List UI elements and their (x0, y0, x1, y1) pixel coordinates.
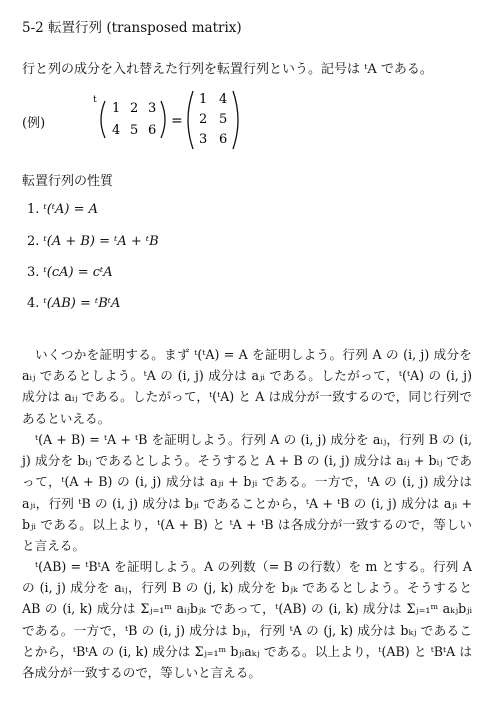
matrix-entry: 6 (219, 132, 228, 147)
property-number: 2. (27, 234, 40, 249)
property-formula: ᵗ(ᵗA) = A (43, 202, 99, 217)
left-matrix-entries (112, 101, 156, 138)
example-label: (例) (22, 116, 46, 131)
property-4 (27, 296, 120, 311)
matrix-entry: 1 (199, 92, 208, 107)
property-formula: ᵗ(A + B) = ᵗA + ᵗB (43, 234, 159, 249)
proof-paragraph-2 (22, 429, 472, 556)
property-1 (27, 202, 98, 217)
matrix-entry: 4 (219, 92, 228, 107)
transpose-mark: t (93, 95, 97, 105)
property-number: 3. (27, 265, 40, 280)
right-matrix-entries (199, 92, 227, 147)
right-matrix-close-paren (233, 91, 238, 149)
page-title: 5-2 転置行列 (transposed matrix) (22, 20, 242, 36)
property-number: 1. (27, 202, 40, 217)
matrix-entry: 2 (130, 101, 139, 116)
proof-paragraph-3 (22, 556, 472, 683)
intro-text: 行と列の成分を入れ替えた行列を転置行列という。記号は ᵗA である。 (22, 62, 433, 77)
property-3 (27, 265, 113, 280)
property-number: 4. (27, 296, 40, 311)
left-matrix-close-paren (161, 101, 165, 138)
properties-heading: 転置行列の性質 (22, 174, 114, 189)
example-matrix-equation (85, 88, 255, 152)
matrix-entry: 3 (148, 101, 157, 116)
left-matrix-open-paren (101, 101, 105, 138)
property-formula: ᵗ(AB) = ᵗBᵗA (43, 296, 121, 311)
matrix-entry: 5 (219, 112, 228, 127)
matrix-entry: 5 (130, 123, 139, 138)
right-matrix-open-paren (188, 91, 193, 149)
matrix-entry: 4 (112, 123, 121, 138)
matrix-entry: 1 (112, 101, 121, 116)
proof-paragraph-1 (22, 344, 472, 429)
proof-text: ᵗ(AB) = ᵗBᵗA を証明しよう。A の列数（= B の行数）を m とする。行列 A の (i, j) 成分を aᵢⱼ，行列 B の (j, k) 成分を bⱼₖ であるとしよう。そうすると AB の (i, k) 成分は Σⱼ₌₁ᵐ aᵢⱼbⱼₖ であって，ᵗ(AB) の (i, k) 成分は Σⱼ₌₁ᵐ aₖⱼbⱼᵢ である。一方で，ᵗB の (i, j) 成分は bⱼᵢ，行列 ᵗA の (j, k) 成分は bₖⱼ であることから，ᵗBᵗA の (i, k) 成分は Σⱼ₌₁ᵐ bⱼᵢaₖⱼ である。以上より，ᵗ(AB) と ᵗBᵗA は各成分が一致するので，等しいと言える。 (22, 559, 472, 681)
matrix-entry: 6 (148, 123, 157, 138)
property-formula: ᵗ(cA) = cᵗA (43, 265, 113, 280)
matrix-entry: 3 (199, 132, 208, 147)
matrix-entry: 2 (199, 112, 208, 127)
property-2 (27, 234, 159, 249)
proof-text: いくつかを証明する。まず ᵗ(ᵗA) = A を証明しよう。行列 A の (i, j) 成分を aᵢⱼ であるとしよう。ᵗA の (i, j) 成分は aⱼᵢ である。したがって，ᵗ(ᵗA) の (i, j) 成分は aᵢⱼ である。したがって，ᵗ(ᵗA) と A は成分が一致するので，同じ行列であるといえる。 (22, 347, 472, 426)
equals-sign: = (171, 113, 183, 129)
proof-text: ᵗ(A + B) = ᵗA + ᵗB を証明しよう。行列 A の (i, j) 成分を aᵢⱼ，行列 B の (i, j) 成分を bᵢⱼ であるとしよう。そうすると A + B の (i, j) 成分は aᵢⱼ + bᵢⱼ であって，ᵗ(A + B) の (i, j) 成分は aⱼᵢ + bⱼᵢ である。一方で，ᵗA の (i, j) 成分は aⱼᵢ，行列 ᵗB の (i, j) 成分は bⱼᵢ であることから，ᵗA + ᵗB の (i, j) 成分は aⱼᵢ + bⱼᵢ である。以上より，ᵗ(A + B) と ᵗA + ᵗB は各成分が一致するので，等しいと言える。 (22, 432, 472, 554)
